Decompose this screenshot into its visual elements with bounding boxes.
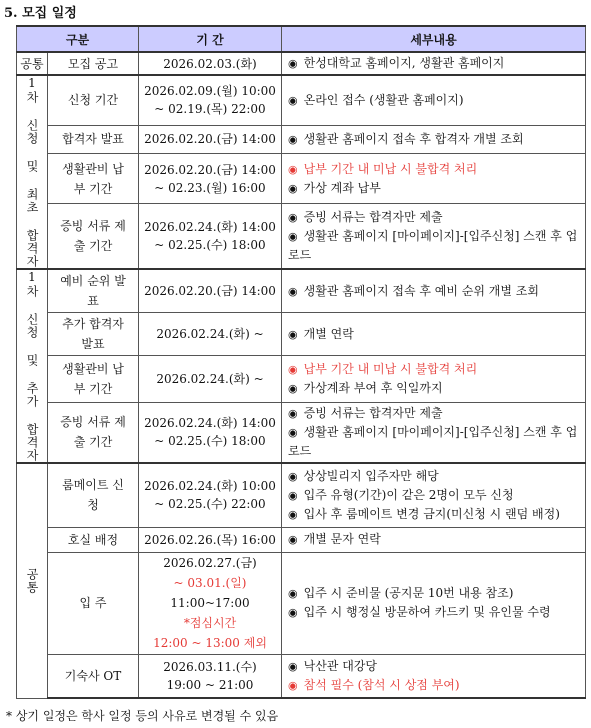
period-cell	[139, 463, 282, 527]
table-row	[17, 125, 586, 153]
category-label: 공통	[20, 57, 44, 71]
item-cell	[48, 654, 139, 698]
detail-bullet: ◉ 낙산관 대강당	[288, 657, 585, 676]
detail-bullet: ◉ 납부 기간 내 미납 시 불합격 처리	[288, 360, 585, 379]
details-cell	[282, 52, 586, 75]
detail-bullet: ◉ 납부 기간 내 미납 시 불합격 처리	[288, 160, 585, 179]
item-label: 예비 순위 발표	[60, 274, 126, 309]
period-cell	[139, 154, 282, 204]
details-cell	[282, 204, 586, 269]
detail-bullet: ◉ 가상 계좌 납부	[288, 179, 585, 198]
table-row	[17, 52, 586, 75]
item-cell	[48, 463, 139, 527]
details-cell	[282, 527, 586, 552]
details-cell	[282, 154, 586, 204]
item-label: 신청 기간	[67, 93, 119, 108]
period-line: 2026.03.11.(수)	[163, 659, 257, 674]
period-line: 11:00~17:00	[170, 596, 250, 610]
details-cell	[282, 552, 586, 654]
category-cell	[17, 463, 48, 698]
detail-bullet: ◉ 생활관 홈페이지 접속 후 합격자 개별 조회	[288, 130, 585, 149]
detail-bullet: ◉ 가상계좌 부여 후 익일까지	[288, 379, 585, 398]
period-line: 19:00 ~ 21:00	[166, 677, 254, 692]
item-cell	[48, 75, 139, 125]
table-header	[17, 26, 586, 52]
detail-bullet: ◉ 증빙 서류는 합격자만 제출	[288, 404, 585, 423]
period-cell	[139, 204, 282, 269]
period-cell	[139, 75, 282, 125]
table-row	[17, 463, 586, 527]
detail-bullet: ◉ 개별 문자 연락	[288, 530, 585, 549]
item-label: 호실 배정	[67, 532, 119, 547]
table-row	[17, 75, 586, 125]
period-line: 2026.02.24.(화) ~	[156, 372, 264, 387]
details-cell	[282, 654, 586, 698]
detail-bullet: ◉ 증빙 서류는 합격자만 제출	[288, 208, 585, 227]
table-row	[17, 654, 586, 698]
item-label: 증빙 서류 제출 기간	[60, 415, 126, 450]
period-line: 2026.02.24.(화) 10:00	[144, 479, 276, 494]
table-row	[17, 527, 586, 552]
period-line: ~ 03.01.(일)	[173, 576, 247, 590]
detail-bullet: ◉ 입주 시 행정실 방문하여 카드키 및 유인물 수령	[288, 603, 585, 622]
period-line: 2026.02.09.(월) 10:00	[144, 84, 276, 99]
item-label: 증빙 서류 제출 기간	[60, 219, 126, 254]
period-line: 2026.02.24.(화) 14:00	[144, 220, 276, 235]
item-cell	[48, 52, 139, 75]
footnote: * 상기 일정은 학사 일정 등의 사유로 변경될 수 있음	[6, 709, 279, 723]
item-cell	[48, 125, 139, 153]
schedule-table	[16, 25, 586, 699]
item-label: 합격자 발표	[62, 132, 124, 147]
section-title: 5. 모집 일정	[4, 6, 77, 21]
item-label: 입 주	[79, 596, 107, 610]
period-cell	[139, 313, 282, 356]
item-cell	[48, 269, 139, 313]
details-cell	[282, 463, 586, 527]
details-cell	[282, 125, 586, 153]
category-label: 공통	[25, 567, 39, 594]
period-line: ~ 02.25.(수) 22:00	[154, 497, 266, 512]
header-period: 기 간	[139, 26, 282, 52]
period-cell	[139, 527, 282, 552]
item-label: 생활관비 납부 기간	[62, 362, 124, 397]
details-cell	[282, 313, 586, 356]
item-cell	[48, 552, 139, 654]
period-line: 2026.02.24.(화) ~	[156, 327, 264, 342]
period-line: ~ 02.19.(목) 22:00	[154, 102, 266, 117]
detail-bullet: ◉ 입주 시 준비물 (공지문 10번 내용 참조)	[288, 584, 585, 603]
period-line: 2026.02.24.(화) 14:00	[144, 416, 276, 431]
category-label: 1차 신청 및 추가 합격자	[25, 270, 39, 462]
period-cell	[139, 654, 282, 698]
detail-bullet: ◉ 한성대학교 홈페이지, 생활관 홈페이지	[288, 54, 585, 73]
period-line: 2026.02.20.(금) 14:00	[144, 162, 276, 177]
item-cell	[48, 154, 139, 204]
item-cell	[48, 527, 139, 552]
period-line: 2026.02.27.(금)	[163, 556, 257, 570]
period-line: 2026.02.26.(목) 16:00	[144, 532, 276, 547]
period-cell	[139, 552, 282, 654]
table-row	[17, 204, 586, 269]
table-row	[17, 269, 586, 313]
period-cell	[139, 356, 282, 402]
detail-bullet: ◉ 생활관 홈페이지 [마이페이지]-[입주신청] 스캔 후 업로드	[288, 423, 585, 460]
period-line: ~ 02.25.(수) 18:00	[154, 238, 266, 253]
item-label: 기숙사 OT	[64, 668, 122, 683]
item-cell	[48, 402, 139, 463]
item-cell	[48, 356, 139, 402]
header-category: 구분	[17, 26, 139, 52]
item-label: 생활관비 납부 기간	[62, 161, 124, 196]
details-cell	[282, 269, 586, 313]
item-cell	[48, 313, 139, 356]
table-row	[17, 402, 586, 463]
detail-bullet: ◉ 생활관 홈페이지 접속 후 예비 순위 개별 조회	[288, 282, 585, 301]
period-cell	[139, 402, 282, 463]
item-label: 룸메이트 신청	[62, 478, 124, 513]
period-cell	[139, 125, 282, 153]
table-row	[17, 356, 586, 402]
category-label: 1차 신청 및 최초 합격자	[25, 76, 39, 268]
detail-bullet: ◉ 입사 후 룸메이트 변경 금지(미신청 시 랜덤 배정)	[288, 505, 585, 524]
detail-bullet: ◉ 입주 유형(기간)이 같은 2명이 모두 신청	[288, 486, 585, 505]
item-label: 모집 공고	[67, 56, 119, 71]
table-row	[17, 552, 586, 654]
detail-bullet: ◉ 참석 필수 (참석 시 상점 부여)	[288, 676, 585, 695]
table-row	[17, 313, 586, 356]
details-cell	[282, 402, 586, 463]
period-line: 2026.02.20.(금) 14:00	[144, 132, 276, 147]
item-cell	[48, 204, 139, 269]
item-label: 추가 합격자 발표	[62, 317, 124, 352]
period-line: 2026.02.20.(금) 14:00	[144, 284, 276, 299]
category-cell	[17, 52, 48, 75]
table-row	[17, 154, 586, 204]
details-cell	[282, 75, 586, 125]
detail-bullet: ◉ 생활관 홈페이지 [마이페이지]-[입주신청] 스캔 후 업로드	[288, 227, 585, 264]
category-cell	[17, 269, 48, 463]
details-cell	[282, 356, 586, 402]
detail-bullet: ◉ 개별 연락	[288, 325, 585, 344]
period-cell	[139, 52, 282, 75]
header-details: 세부내용	[282, 26, 586, 52]
category-cell	[17, 75, 48, 269]
detail-bullet: ◉ 상상빌리지 입주자만 해당	[288, 467, 585, 486]
period-line: ~ 02.25.(수) 18:00	[154, 434, 266, 449]
period-cell	[139, 269, 282, 313]
period-line: 2026.02.03.(화)	[163, 56, 257, 71]
period-line: 12:00 ~ 13:00 제외	[153, 636, 267, 650]
detail-bullet: ◉ 온라인 접수 (생활관 홈페이지)	[288, 91, 585, 110]
period-line: *점심시간	[183, 616, 237, 630]
period-line: ~ 02.23.(월) 16:00	[154, 180, 266, 195]
